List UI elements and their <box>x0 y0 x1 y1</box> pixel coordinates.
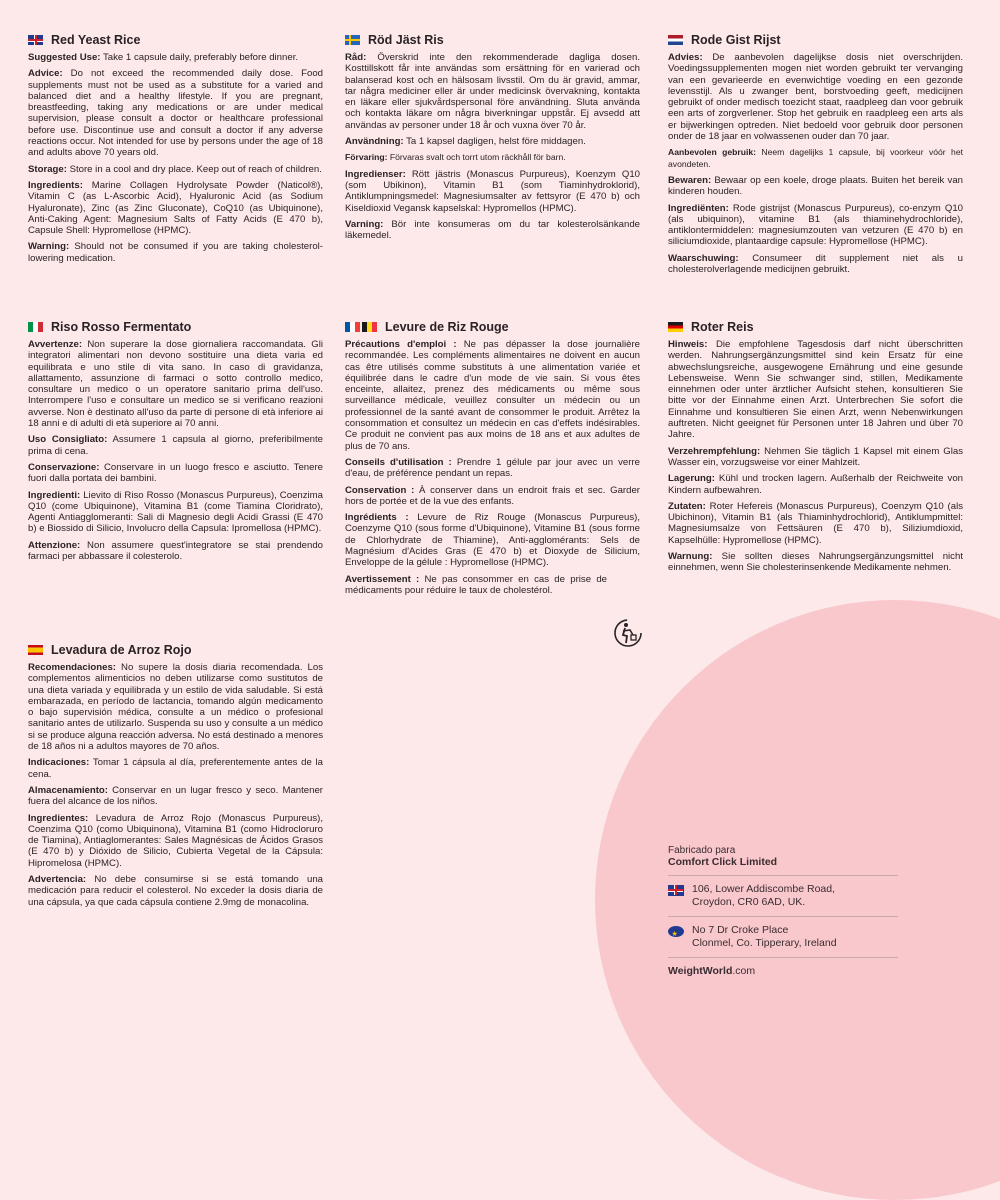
paragraph: Verzehrempfehlung: Nehmen Sie täglich 1 Kapsel mit einem Glas Wasser ein, vorzugsweise vor einer Mahlzeit. <box>668 445 963 468</box>
paragraph: Hinweis: Die empfohlene Tagesdosis darf nicht überschritten werden. Nahrungsergänzungsmittel sind kein Ersatz für eine abwechslungsreiche, ausgewogene Ernährung und eine gesunde Lebensweise. Wenn Sie schwanger sind, stillen, Medikamente einnehmen oder unter ärztlicher Aufsicht stehen, konsultieren Sie bitte vor der Einnahme einen Arzt. Unterbrechen Sie sofort die Einnahme und konsultieren Sie einen Arzt, wenn Nebenwirkungen auftreten. Nicht geeignet für Personen unter 18 Jahren und über 70 Jahre. <box>668 339 963 441</box>
paragraph: Advies: De aanbevolen dagelijkse dosis niet overschrijden. Voedingssupplementen mogen niet worden gebruikt ter vervanging van een gevarieerde en evenwichtige voeding en een gezonde levensstijl. Als u zwanger bent, borstvoeding geeft, medicijnen gebruikt of onder medisch toezicht staat, raadpleeg dan voor gebruik een arts of zorgverlener. Stop het gebruik en raadpleeg een arts als er bijwerkingen optreden. Niet bedoeld voor gebruik door personen onder de 18 jaar en volwassenen ouder dan 70 jaar. <box>668 52 963 143</box>
paragraph: Almacenamiento: Conservar en un lugar fresco y seco. Mantener fuera del alcance de los niños. <box>28 784 323 808</box>
uk-flag-icon <box>28 35 43 45</box>
uk-address: 106, Lower Addiscombe Road, Croydon, CR0 6AD, UK. <box>668 883 898 909</box>
paragraph: Ingredienser: Rött jästris (Monascus Purpureus), Koenzym Q10 (som Ubikinon), Vitamin B1 (som Tiaminhydroklorid), Antiklumpningsmedel: Magnesiumsalter av fettsyror (E 470 b) och Kiseldioxid Vegansk kapselskal: Hypromellos (HPMC). <box>345 168 640 214</box>
paragraph: Råd: Överskrid inte den rekommenderade dagliga dosen. Kosttillskott får inte användas som ersättning för en varierad och balanserad kost och en hälsosam livsstil. Om du är gravid, ammar, tar några mediciner eller är under medicinsk övervakning, kontakta en läkare eller sjukvårdspersonal före användning. Sluta använda och kontakta läkare om några biverkningar uppstår. Ej avsedd att användas av personer under 18 år och vuxna över 70 år. <box>345 52 640 131</box>
section-german <box>668 320 963 579</box>
paragraph: Conseils d'utilisation : Prendre 1 gélule par jour avec un verre d'eau, de préférence pendant un repas. <box>345 456 640 480</box>
paragraph: Ingrediënten: Rode gistrijst (Monascus Purpureus), co-enzym Q10 (als ubiquinon), vitamine B1 (als thiaminehydrochloride), antiklontermiddelen: magnesiumzouten van vetzuren (E 470 b) en siliciumdioxide, plantaardige capsule: Hypromellose (HPMC). <box>668 202 963 248</box>
paragraph: Användning: Ta 1 kapsel dagligen, helst före middagen. <box>345 136 586 148</box>
section-english <box>28 33 323 269</box>
paragraph: Advice: Do not exceed the recommended daily dose. Food supplements must not be used as a substitute for a varied and balanced diet and a healthy lifestyle. If you are pregnant, breastfeeding, taking any medications or are under medical supervision, please consult a doctor or healthcare professional before use. Discontinue use and consult a doctor if any adverse reactions occur. Not intended for use by persons under the age of 18 and adults above 70 years old. <box>28 68 323 159</box>
paragraph: Zutaten: Roter Hefereis (Monascus Purpureus), Coenzym Q10 (als Ubichinon), Vitamin B1 (als Thiaminhydrochlorid), Antiklumpmittel: Magnesiumsalze von Fettsäuren (E 470 b), Siliziumdioxid, Kapselhülle: Hypromellose (HPMC). <box>668 500 963 546</box>
paragraph: Conservation : À conserver dans un endroit frais et sec. Garder hors de portée et de la vue des enfants. <box>345 484 640 507</box>
france-flag-icon <box>345 322 360 332</box>
paragraph: Attenzione: Non assumere quest'integratore se stai prendendo farmaci per abbassare il colesterolo. <box>28 539 323 563</box>
paragraph: Ingredientes: Levadura de Arroz Rojo (Monascus Purpureus), Coenzima Q10 (como Ubiquinona), Vitamina B1 (como Hidrocloruro de Tiamina), Antiaglomerantes: Sales Magnésicas de Ácidos Grasos (E 470 b) y Dióxido de Silicio, Cubierta Vegetal de la Cápsula: Hipromelosa (HPMC). <box>28 812 323 869</box>
divider <box>668 875 898 876</box>
paragraph: Avvertenze: Non superare la dose giornaliera raccomandata. Gli integratori alimentari non devono sostituire una dieta varia ed equilibrata e uno stile di vita sano. In caso di gravidanza, allattamento, assunzione di farmaci o sotto controllo medico, consultare un medico o un operatore sanitario prima dell'uso. Interrompere l'uso e consultare un medico se si verificano reazioni avverse. Non è destinato all'uso da parte di persone di età inferiore ai 18 anni e di adulti di età superiore ai 70 anni. <box>28 339 323 430</box>
paragraph: Uso Consigliato: Assumere 1 capsula al giorno, preferibilmente prima di cena. <box>28 434 324 457</box>
section-title: Rode Gist Rijst <box>668 33 963 47</box>
paragraph: Recomendaciones: No supere la dosis diaria recomendada. Los complementos alimenticios no deben utilizarse como sustitutos de una dieta variada y equilibrada y un estilo de vida saludable. Si está embarazada, en período de lactancia, tomando algún medicamento o bajo supervisión médica, consulte a un médico o profesional sanitario antes de utilizarlo. Suspenda su uso y consulte a un médico si se produce alguna reacción adversa. No está destinado a menores de 18 años ni a adultos mayores de 70 años. <box>28 662 323 753</box>
paragraph: Warnung: Sie sollten dieses Nahrungsergänzungsmittel nicht einnehmen, wenn Sie cholesterinsenkende Medikamente nehmen. <box>668 551 963 574</box>
spain-flag-icon <box>28 645 43 655</box>
paragraph: Ingredients: Marine Collagen Hydrolysate Powder (Naticol®), Vitamin C (as L-Ascorbic Acid), Hyaluronic Acid (as Sodium Hyaluronate), Zinc (as Zinc Gluconate), CoQ10 (as Ubiquinone), Anti-Caking Agent: Magnesium Salts of Fatty Acids (E 470 b), Capsule Shell: Hypromellose (HPMC). <box>28 179 323 237</box>
paragraph: Suggested Use: Take 1 capsule daily, preferably before dinner. <box>28 52 299 63</box>
section-title: Levure de Riz Rouge <box>345 320 640 334</box>
italy-flag-icon <box>28 322 43 332</box>
paragraph: Förvaring: Förvaras svalt och torrt utom räckhåll för barn. <box>345 152 566 163</box>
section-french <box>345 320 640 601</box>
belgium-flag-icon <box>362 322 377 332</box>
section-title: Röd Jäst Ris <box>345 33 640 47</box>
paragraph: Waarschuwing: Consumeer dit supplement niet als u cholesterolverlagende medicijnen gebruikt. <box>668 252 963 276</box>
paragraph: Warning: Should not be consumed if you are taking cholesterol-lowering medication. <box>28 241 323 264</box>
paragraph: Ingredienti: Lievito di Riso Rosso (Monascus Purpureus), Coenzima Q10 (come Ubiquinone), Vitamina B1 (come Tiamina Cloridrato), Agenti Antiagglomeranti: Sali di Magnesio degli Acidi Grassi (E 470 b) e Biossido di Silicio, Involucro della Capsula: Ipromellosa (HPMC). <box>28 489 323 535</box>
paragraph: Lagerung: Kühl und trocken lagern. Außerhalb der Reichweite von Kindern aufbewahren. <box>668 473 963 496</box>
paragraph: Storage: Store in a cool and dry place. Keep out of reach of children. <box>28 163 322 175</box>
paragraph: Précautions d'emploi : Ne pas dépasser la dose journalière recommandée. Les compléments alimentaires ne doivent en aucun cas être utilisés comme substituts à une alimentation variée et équilibrée dans le cadre d'un mode de vie sain. Si vous êtes enceinte, allaitez, prenez des médicaments ou même sous surveillance médicale, veuillez consulter un médecin ou un professionnel de la santé avant de consommer le produit. Arrêtez la consommation et consultez un médecin en cas d'effets indésirables. Ce produit ne convient pas aux moins de 18 ans et aux adultes de plus de 70 ans. <box>345 339 640 452</box>
section-swedish <box>345 33 640 246</box>
uk-flag-icon <box>668 885 684 896</box>
manufacturer-label: Fabricado para <box>668 845 736 856</box>
section-italian <box>28 320 323 567</box>
divider <box>668 916 898 917</box>
netherlands-flag-icon <box>668 35 683 45</box>
paragraph: Avertissement : Ne pas consommer en cas de prise de médicaments pour réduire le taux de cholestérol. <box>345 573 607 596</box>
eu-address: ★ No 7 Dr Croke Place Clonmel, Co. Tipperary, Ireland <box>668 924 898 950</box>
section-title: Riso Rosso Fermentato <box>28 320 323 334</box>
paragraph: Conservazione: Conservare in un luogo fresco e asciutto. Tenere fuori dalla portata dei bambini. <box>28 461 323 485</box>
section-title: Roter Reis <box>668 320 963 334</box>
recycling-icon <box>612 617 644 649</box>
section-title: Red Yeast Rice <box>28 33 323 47</box>
section-dutch <box>668 33 963 280</box>
germany-flag-icon <box>668 322 683 332</box>
section-spanish <box>28 643 323 913</box>
sweden-flag-icon <box>345 35 360 45</box>
manufacturer-company: Comfort Click Limited <box>668 856 778 868</box>
section-title: Levadura de Arroz Rojo <box>28 643 323 657</box>
paragraph: Aanbevolen gebruik: Neem dagelijks 1 capsule, bij voorkeur vóór het avondeten. <box>668 147 964 169</box>
eu-flag-icon <box>668 926 684 937</box>
paragraph: Indicaciones: Tomar 1 cápsula al día, preferentemente antes de la cena. <box>28 757 323 780</box>
paragraph: Bewaren: Bewaar op een koele, droge plaats. Buiten het bereik van kinderen houden. <box>668 174 963 198</box>
paragraph: Ingrédients : Levure de Riz Rouge (Monascus Purpureus), Coenzyme Q10 (sous forme d'Ubiquinone), Vitamine B1 (sous forme de Chlorhydrate de Thiamine), Anti-agglomérants: Sels de Magnésium d'Acides Gras (E 470 b) et Dioxyde de Silicium, Enveloppe de la gélule : Hypromellose (HPMC). <box>345 512 640 569</box>
paragraph: Varning: Bör inte konsumeras om du tar kolesterolsänkande läkemedel. <box>345 218 640 242</box>
manufacturer-info <box>668 845 898 977</box>
paragraph: Advertencia: No debe consumirse si se está tomando una medicación para reducir el colesterol. No exceder la dosis diaria de una cápsula, ya que cada cápsula contiene 2.9mg de monacolina. <box>28 874 323 908</box>
divider <box>668 957 898 958</box>
brand-url: WeightWorld.com <box>668 965 756 977</box>
